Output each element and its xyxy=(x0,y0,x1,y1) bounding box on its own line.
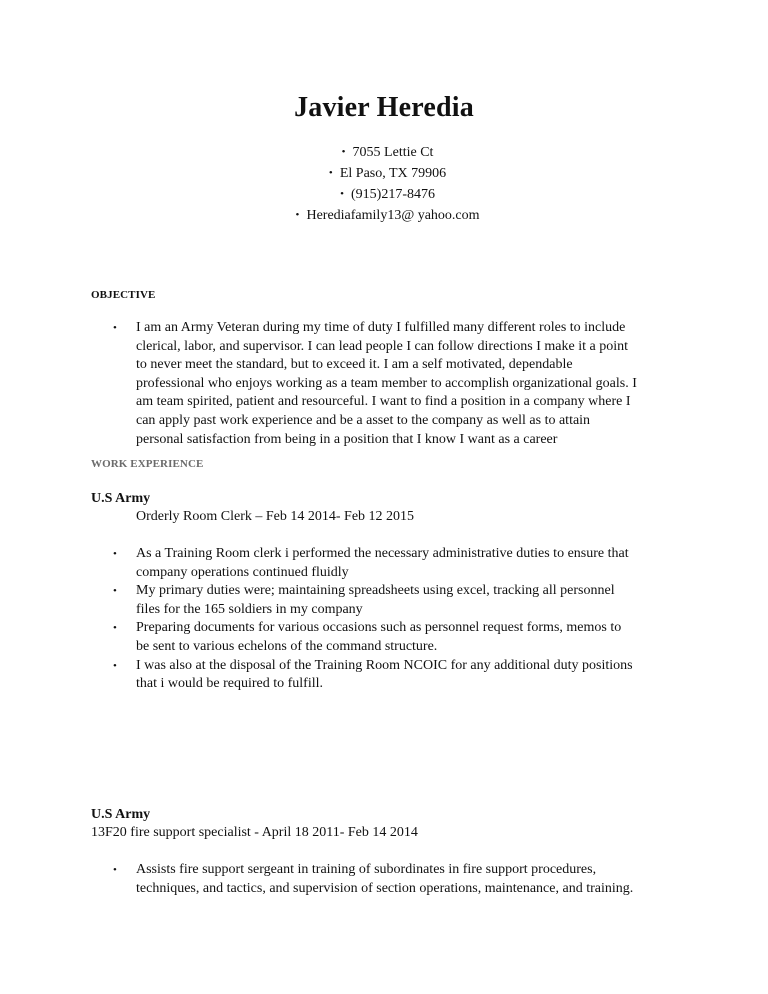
objective-line: clerical, labor, and supervisor. I can lead people I can follow directions I make it a point xyxy=(136,338,628,354)
objective-line: I am an Army Veteran during my time of duty I fulfilled many different roles to include xyxy=(136,320,626,335)
duty-line: Preparing documents for various occasions such as personnel request forms, memos to xyxy=(136,620,622,636)
duty-line: files for the 165 soldiers in my company xyxy=(136,601,363,617)
duty-line: As a Training Room clerk i performed the necessary administrative duties to ensure that xyxy=(136,546,629,561)
duty-item xyxy=(0,545,676,582)
duty-line: I was also at the disposal of the Training Room NCOIC for any additional duty positions xyxy=(136,657,633,673)
objective-line: am team spirited, patient and resourceful. I want to find a position in a company where I xyxy=(136,394,631,410)
duty-line: My primary duties were; maintaining spreadsheets using excel, tracking all personnel xyxy=(136,583,615,599)
bullet-icon: • xyxy=(113,548,117,560)
contact-email: • Herediafamily13@ yahoo.com xyxy=(0,205,768,226)
job-employer: U.S Army xyxy=(91,807,151,822)
bullet-icon: • xyxy=(113,864,117,876)
job-duties-list xyxy=(0,545,676,694)
bullet-icon: • xyxy=(328,167,333,179)
objective-line: can apply past work experience and be a asset to the company as well as to attain xyxy=(136,412,591,428)
contact-phone: • (915)217-8476 xyxy=(0,184,768,205)
job-role: Orderly Room Clerk – Feb 14 2014- Feb 12 2015 xyxy=(136,509,415,524)
duty-line: company operations continued fluidly xyxy=(136,564,349,580)
duty-line: that i would be required to fulfill. xyxy=(136,676,324,692)
duty-item xyxy=(0,619,676,656)
bullet-icon: • xyxy=(113,659,117,672)
work-experience-heading: WORK EXPERIENCE xyxy=(91,458,204,470)
objective-line: to never meet the standard, but to exceed it. I am a self motivated, dependable xyxy=(136,357,573,373)
bullet-icon: • xyxy=(340,188,344,200)
job-duties-list xyxy=(0,861,676,898)
candidate-name: Javier Heredia xyxy=(294,92,474,123)
objective-line: professional who enjoys working as a team member to accomplish organizational goals. I xyxy=(136,375,637,391)
bullet-icon: • xyxy=(341,146,346,158)
bullet-icon: • xyxy=(113,322,117,334)
contact-city: • El Paso, TX 79906 xyxy=(0,163,768,184)
duty-item xyxy=(0,861,676,898)
duty-item xyxy=(0,657,676,694)
bullet-icon: • xyxy=(113,585,117,598)
duty-line: Assists fire support sergeant in training of subordinates in fire support procedures, xyxy=(136,862,597,877)
duty-line: techniques, and tactics, and supervision of section operations, maintenance, and training. xyxy=(136,880,634,896)
objective-heading: OBJECTIVE xyxy=(91,289,156,301)
job-employer: U.S Army xyxy=(91,491,151,506)
objective-item xyxy=(0,319,676,449)
bullet-icon: • xyxy=(295,209,300,221)
contact-address: • 7055 Lettie Ct xyxy=(0,142,768,163)
bullet-icon: • xyxy=(113,622,117,635)
duty-line: be sent to various echelons of the command structure. xyxy=(136,638,438,654)
contact-list xyxy=(0,142,768,226)
duty-item xyxy=(0,582,676,619)
objective-list xyxy=(0,319,676,449)
job-role: 13F20 fire support specialist - April 18 2011- Feb 14 2014 xyxy=(91,825,418,840)
objective-line: personal satisfaction from being in a position that I know I want as a career xyxy=(136,431,558,447)
